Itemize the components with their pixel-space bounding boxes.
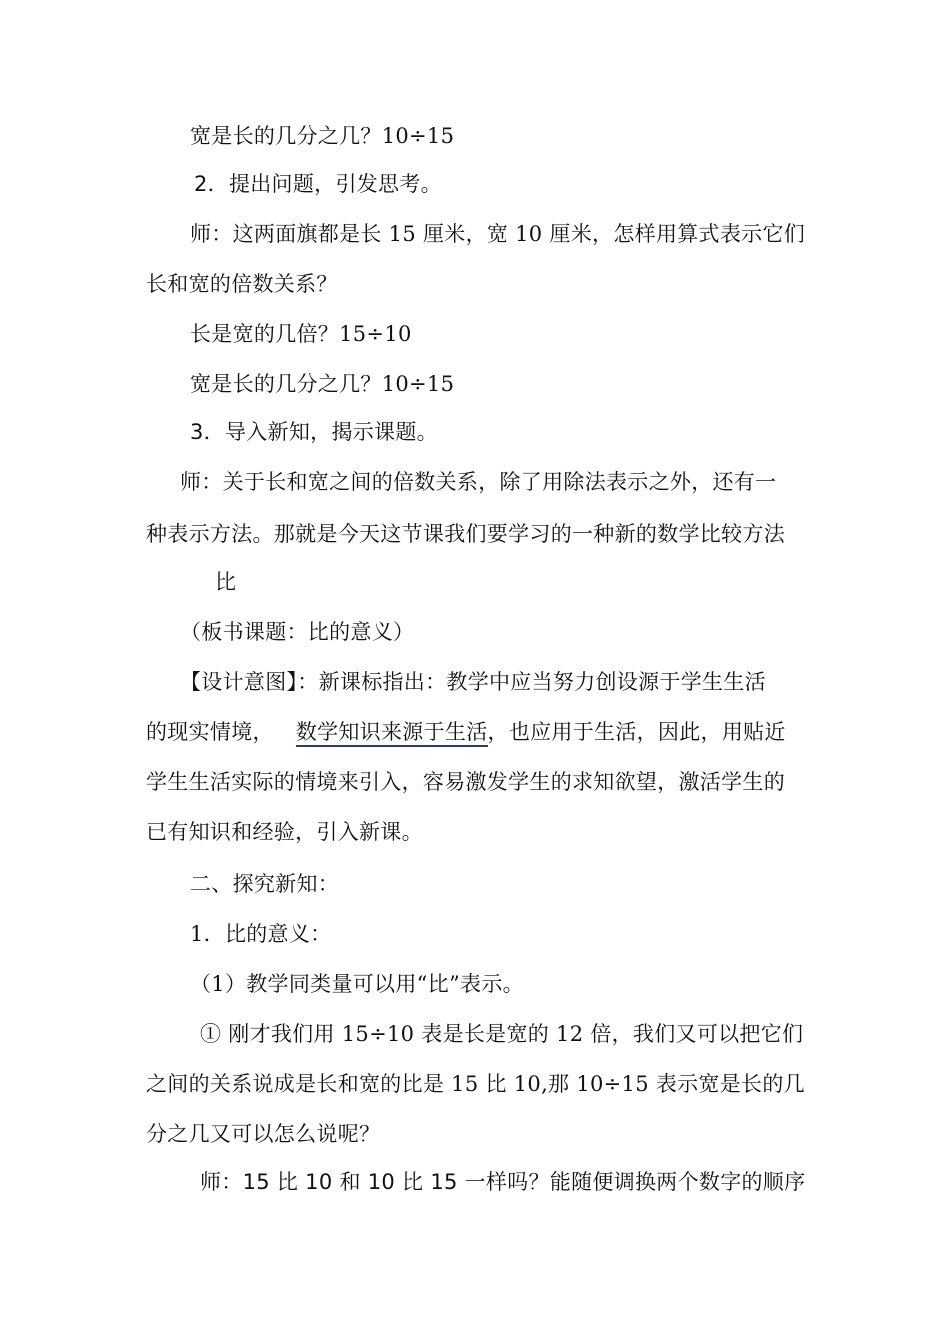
paragraph-line: 之间的关系说成是长和宽的比是 15 比 10,那 10÷15 表示宽是长的几 (146, 1072, 805, 1096)
paragraph-line: 师：这两面旗都是长 15 厘米，宽 10 厘米，怎样用算式表示它们 (190, 222, 806, 246)
paragraph-line: 宽是长的几分之几？10÷15 (190, 124, 455, 148)
paragraph-line: 长和宽的倍数关系？ (146, 272, 338, 296)
text-segment: 的现实情境， (146, 720, 274, 744)
section-heading: 2．提出问题，引发思考。 (194, 172, 442, 196)
paragraph-line: ① 刚才我们用 15÷10 表是长是宽的 12 倍，我们又可以把它们 (200, 1022, 804, 1046)
section-heading: 3．导入新知，揭示课题。 (190, 420, 438, 444)
text-segment: ，也应用于生活，因此，用贴近 (487, 720, 786, 744)
paragraph-line: 宽是长的几分之几？10÷15 (190, 372, 455, 396)
subsection-heading: 1．比的意义： (190, 922, 332, 946)
underlined-phrase: 数学知识来源于生活 (296, 720, 488, 747)
paragraph-line: 学生生活实际的情境来引入，容易激发学生的求知欲望，激活学生的 (146, 770, 785, 794)
design-intent-line: 【设计意图】：新课标指出：教学中应当努力创设源于学生生活 (180, 670, 766, 694)
section-heading: 二、探究新知： (190, 872, 340, 896)
paragraph-line: （板书课题：比的意义） (180, 620, 415, 644)
paragraph-line: 长是宽的几倍？15÷10 (190, 322, 412, 346)
paragraph-line: （1）教学同类量可以用“比”表示。 (190, 972, 524, 996)
paragraph-line: 师：关于长和宽之间的倍数关系，除了用除法表示之外，还有一 (180, 470, 777, 494)
paragraph-line: 师：15 比 10 和 10 比 15 一样吗？能随便调换两个数字的顺序 (200, 1170, 806, 1194)
paragraph-line: 种表示方法。那就是今天这节课我们要学习的一种新的数学比较方法 (146, 522, 785, 546)
paragraph-line: 比 (215, 570, 237, 594)
paragraph-line (146, 718, 786, 746)
paragraph-line: 已有知识和经验，引入新课。 (146, 820, 423, 844)
paragraph-line: 分之几又可以怎么说呢？ (146, 1122, 381, 1146)
